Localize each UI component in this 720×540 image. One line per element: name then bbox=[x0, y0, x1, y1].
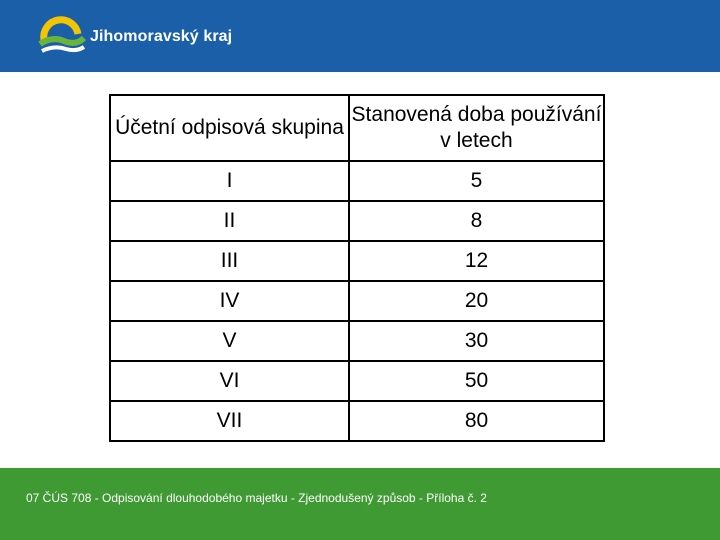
table-row bbox=[110, 241, 604, 281]
brand-name: Jihomoravský kraj bbox=[90, 28, 233, 45]
header-bar bbox=[0, 0, 720, 72]
table-row bbox=[110, 161, 604, 201]
cell-years: 8 bbox=[349, 201, 604, 241]
footer-bar bbox=[0, 468, 720, 540]
table-row bbox=[110, 281, 604, 321]
cell-group: VII bbox=[110, 401, 349, 441]
table-header-row bbox=[110, 95, 604, 161]
cell-years: 20 bbox=[349, 281, 604, 321]
cell-years: 50 bbox=[349, 361, 604, 401]
cell-group: VI bbox=[110, 361, 349, 401]
cell-years: 30 bbox=[349, 321, 604, 361]
table-row bbox=[110, 201, 604, 241]
depreciation-table-container bbox=[109, 94, 605, 442]
table-row bbox=[110, 361, 604, 401]
cell-group: I bbox=[110, 161, 349, 201]
footer-caption: 07 ČÚS 708 - Odpisování dlouhodobého majetku - Zjednodušený způsob - Příloha č. 2 bbox=[26, 491, 487, 505]
header-cell-years: Stanovená doba používání v letech bbox=[349, 95, 604, 161]
jihomoravsky-kraj-logo-icon bbox=[38, 14, 86, 54]
table-row bbox=[110, 401, 604, 441]
cell-years: 80 bbox=[349, 401, 604, 441]
depreciation-table bbox=[109, 94, 605, 442]
header-cell-group: Účetní odpisová skupina bbox=[110, 95, 349, 161]
cell-years: 5 bbox=[349, 161, 604, 201]
cell-group: V bbox=[110, 321, 349, 361]
cell-group: IV bbox=[110, 281, 349, 321]
cell-group: III bbox=[110, 241, 349, 281]
cell-years: 12 bbox=[349, 241, 604, 281]
cell-group: II bbox=[110, 201, 349, 241]
table-row bbox=[110, 321, 604, 361]
